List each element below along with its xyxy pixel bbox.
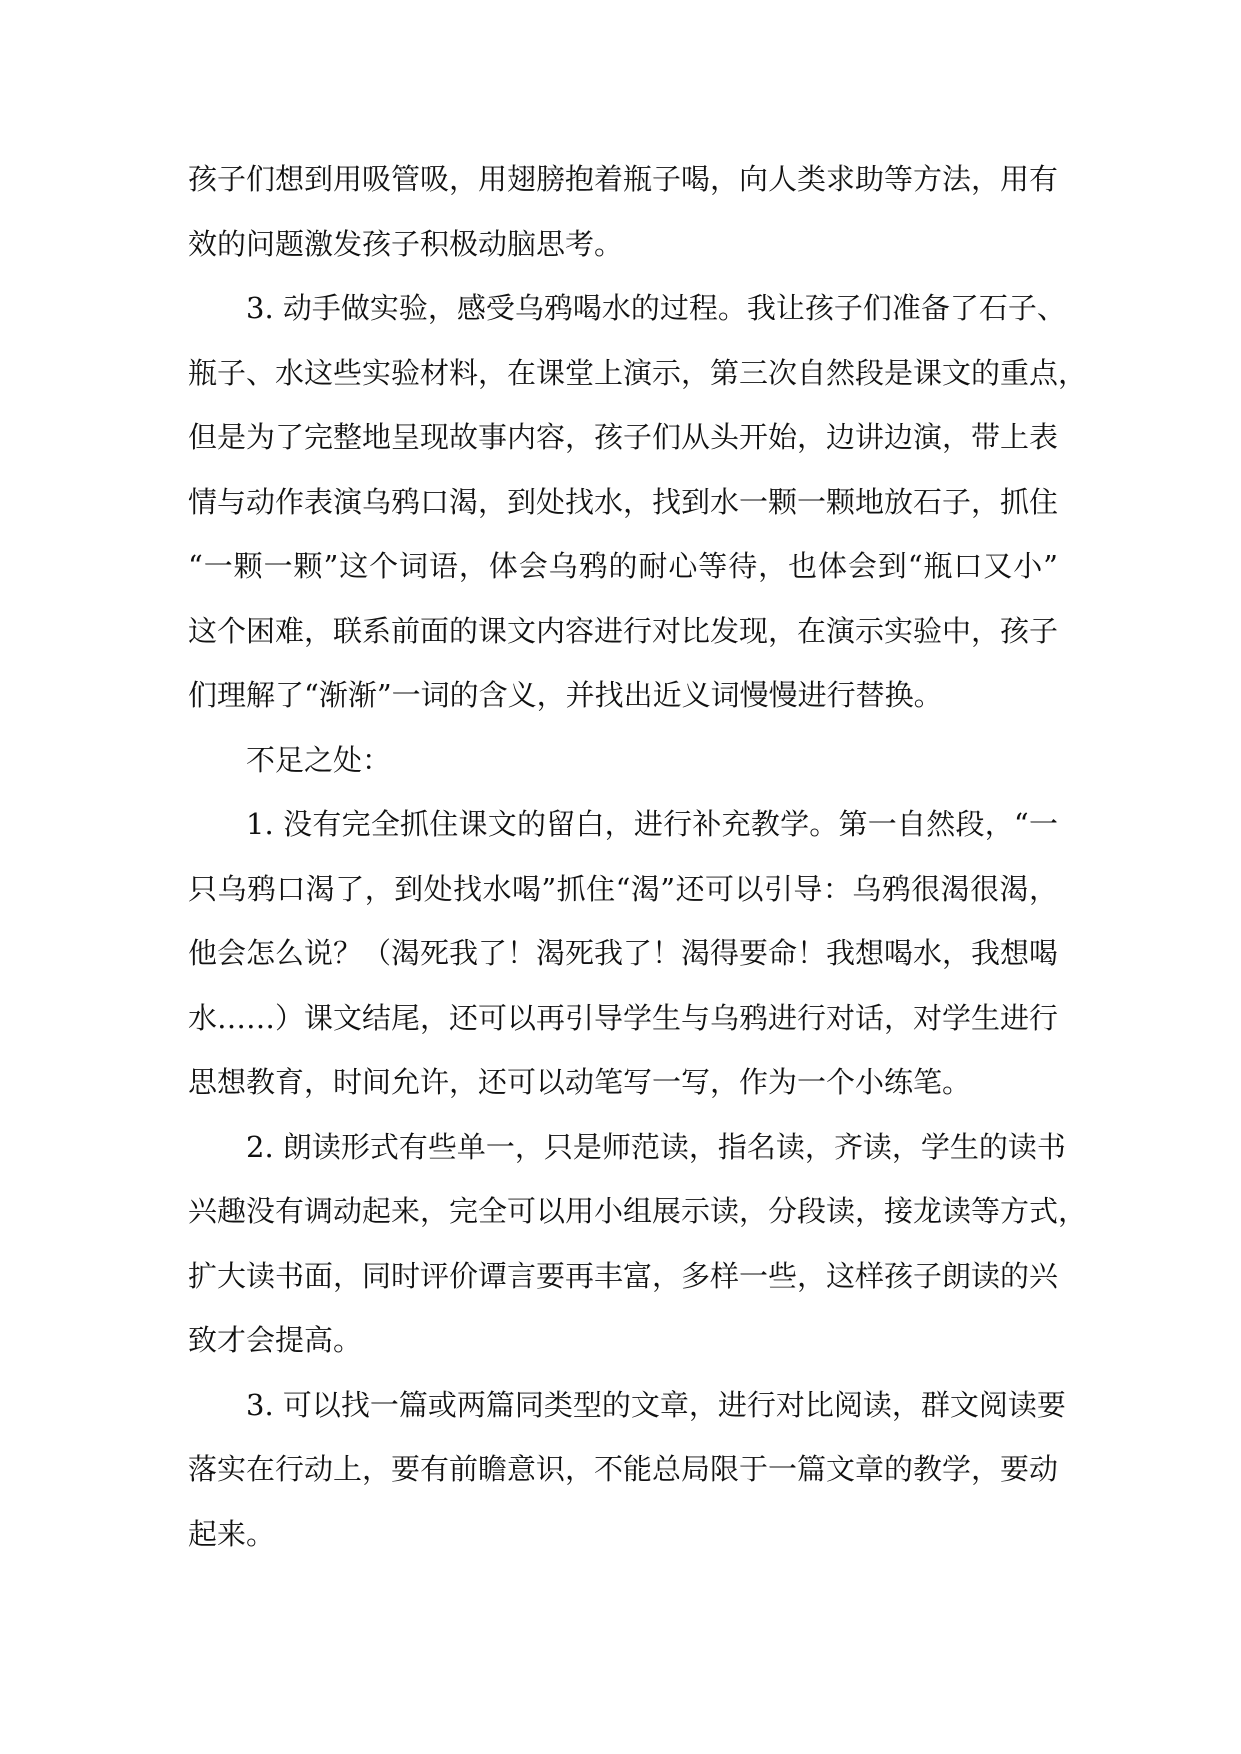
text-line: 思想教育，时间允许，还可以动笔写一写，作为一个小练笔。 (188, 1065, 972, 1099)
document-page (188, 147, 1088, 1566)
text-line: 起来。 (188, 1516, 276, 1551)
text-line: 落实在行动上，要有前瞻意识，不能总局限于一篇文章的教学，要动 (188, 1452, 1059, 1486)
text-line: 3. 动手做实验，感受乌鸦喝水的过程。我让孩子们准备了石子、 (246, 291, 1066, 325)
text-line: 孩子们想到用吸管吸，用翅膀抱着瓶子喝，向人类求助等方法，用有 (188, 162, 1059, 196)
text-line: 这个困难，联系前面的课文内容进行对比发现，在演示实验中，孩子 (188, 613, 1059, 648)
text-line: 但是为了完整地呈现故事内容，孩子们从头开始，边讲边演，带上表 (188, 420, 1059, 454)
text-line: 扩大读书面，同时评价谭言要再丰富，多样一些，这样孩子朗读的兴 (188, 1258, 1059, 1293)
text-line: 效的问题激发孩子积极动脑思考。 (188, 226, 624, 261)
text-line: 2. 朗读形式有些单一，只是师范读，指名读，齐读，学生的读书 (246, 1129, 1066, 1164)
text-line: 情与动作表演乌鸦口渴，到处找水，找到水一颗一颗地放石子，抓住 (188, 484, 1059, 519)
text-line: 他会怎么说？（渴死我了！渴死我了！渴得要命！我想喝水，我想喝 (188, 936, 1059, 970)
text-line: 只乌鸦口渴了，到处找水喝”抓住“渴”还可以引导：乌鸦很渴很渴， (188, 871, 1058, 906)
paragraph-continued (188, 147, 1058, 276)
text-line: 1. 没有完全抓住课文的留白，进行补充教学。第一自然段，“一 (246, 807, 1058, 841)
paragraph-shortcoming-2 (188, 1115, 1088, 1373)
paragraph-item-3-experiment (188, 276, 1088, 728)
text-line: 们理解了“渐渐”一词的含义，并找出近义词慢慢进行替换。 (188, 678, 943, 712)
text-line: 瓶子、水这些实验材料，在课堂上演示，第三次自然段是课文的重点， (188, 355, 1088, 390)
text-line: “一颗一颗”这个词语，体会乌鸦的耐心等待，也体会到“瓶口又小” (188, 549, 1058, 583)
paragraph-shortcoming-1 (188, 792, 1058, 1115)
text-line: 致才会提高。 (188, 1323, 363, 1357)
text-line: 兴趣没有调动起来，完全可以用小组展示读，分段读，接龙读等方式， (188, 1194, 1088, 1228)
section-heading-shortcomings (188, 728, 1058, 793)
text-line: 水……）课文结尾，还可以再引导学生与乌鸦进行对话，对学生进行 (188, 1000, 1059, 1035)
text-line: 不足之处： (246, 742, 392, 777)
paragraph-shortcoming-3 (188, 1373, 1066, 1567)
text-line: 3. 可以找一篇或两篇同类型的文章，进行对比阅读，群文阅读要 (246, 1387, 1066, 1422)
